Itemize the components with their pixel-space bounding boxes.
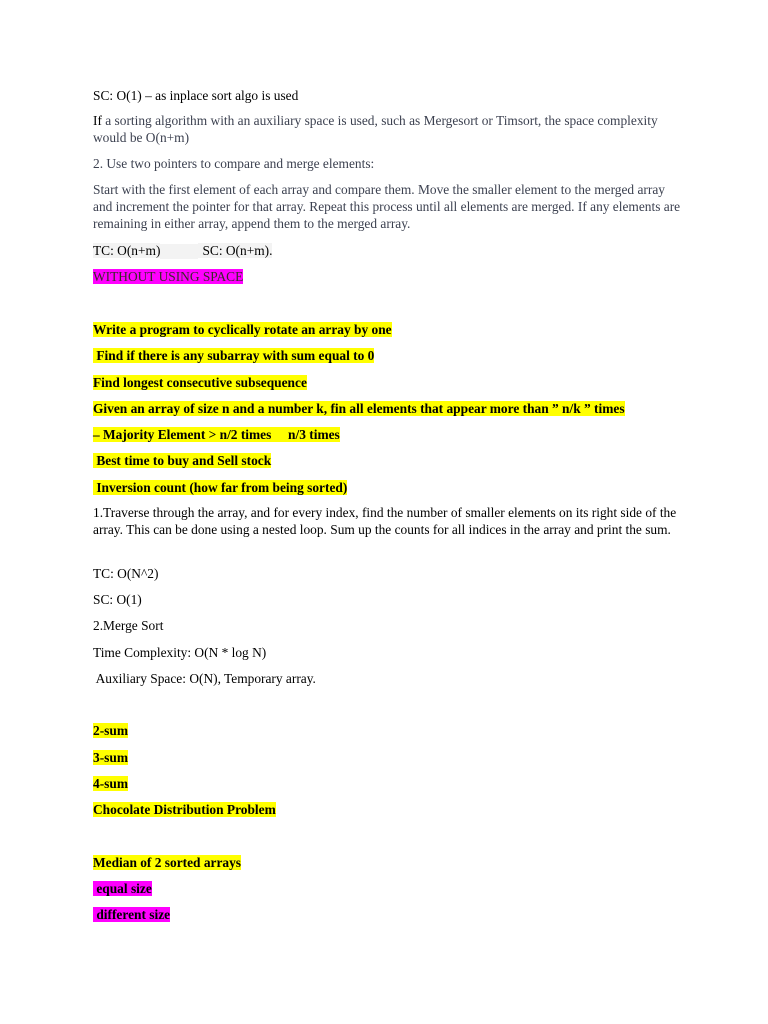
time-complexity-line: Time Complexity: O(N * log N) [93, 645, 267, 660]
n-by-k-item [93, 400, 625, 417]
three-sum-text: 3-sum [93, 750, 128, 765]
majority-element-item [93, 426, 340, 443]
buy-sell-item [93, 452, 271, 469]
sc-1-line: SC: O(1) [93, 592, 142, 607]
auxiliary-space-line: Auxiliary Space: O(N), Temporary array. [93, 671, 316, 686]
merge-sort-line: 2.Merge Sort [93, 618, 164, 633]
rotate-array-item [93, 321, 392, 338]
buy-sell-text: Best time to buy and Sell stock [93, 453, 272, 468]
different-size-text: different size [93, 907, 171, 922]
inversion-count-text: Inversion count (how far from being sorted) [93, 480, 348, 495]
aux-rest-text: a sorting algorithm with an auxiliary space is used, such as Mergesort or Timsort, the space complexity would be O(n+m) [93, 113, 658, 145]
longest-consecutive-item [93, 374, 307, 391]
shaded-gap [160, 244, 198, 259]
three-sum-item [93, 749, 128, 766]
chocolate-distribution-item [93, 801, 276, 818]
rotate-array-text: Write a program to cyclically rotate an array by one [93, 322, 392, 337]
median-sorted-arrays-text: Median of 2 sorted arrays [93, 855, 242, 870]
two-sum-text: 2-sum [93, 723, 128, 738]
aux-if-word: If [93, 113, 102, 128]
without-space-text: WITHOUT USING SPACE [93, 269, 244, 284]
four-sum-text: 4-sum [93, 776, 128, 791]
subarray-zero-text: Find if there is any subarray with sum equal to 0 [93, 348, 375, 363]
subarray-zero-item [93, 347, 374, 364]
equal-size-item [93, 880, 152, 897]
auxiliary-space-paragraph [93, 113, 683, 147]
different-size-item [93, 906, 170, 923]
median-sorted-arrays-item [93, 854, 241, 871]
longest-consecutive-text: Find longest consecutive subsequence [93, 375, 307, 390]
traverse-paragraph: 1.Traverse through the array, and for every index, find the number of smaller elements on its right side of the array. This can be done using a nested loop. Sum up the counts for all indices in the array and print the sum. [93, 505, 677, 537]
tc-n2-line: TC: O(N^2) [93, 566, 159, 581]
majority-element-text: – Majority Element > n/2 times n/3 times [93, 427, 340, 442]
sc-inplace-line: SC: O(1) – as inplace sort algo is used [93, 88, 299, 103]
merge-description-paragraph: Start with the first element of each array and compare them. Move the smaller element to the merged array and increment the pointer for that array. Repeat this process until all elements are merged. If any elements are remaining in either array, append them to the merged array. [93, 182, 681, 231]
inversion-count-item [93, 479, 347, 496]
tc-merge-text: TC: O(n+m) [93, 243, 161, 258]
sc-merge-text: SC: O(n+m). [198, 243, 272, 258]
n-by-k-text: Given an array of size n and a number k, fin all elements that appear more than ” n/k ” times [93, 401, 625, 416]
equal-size-text: equal size [93, 881, 152, 896]
without-space-heading [93, 268, 243, 285]
chocolate-distribution-text: Chocolate Distribution Problem [93, 802, 276, 817]
four-sum-item [93, 775, 128, 792]
two-sum-item [93, 722, 128, 739]
tc-sc-merge-line [93, 242, 272, 259]
two-pointers-line: 2. Use two pointers to compare and merge elements: [93, 156, 375, 171]
